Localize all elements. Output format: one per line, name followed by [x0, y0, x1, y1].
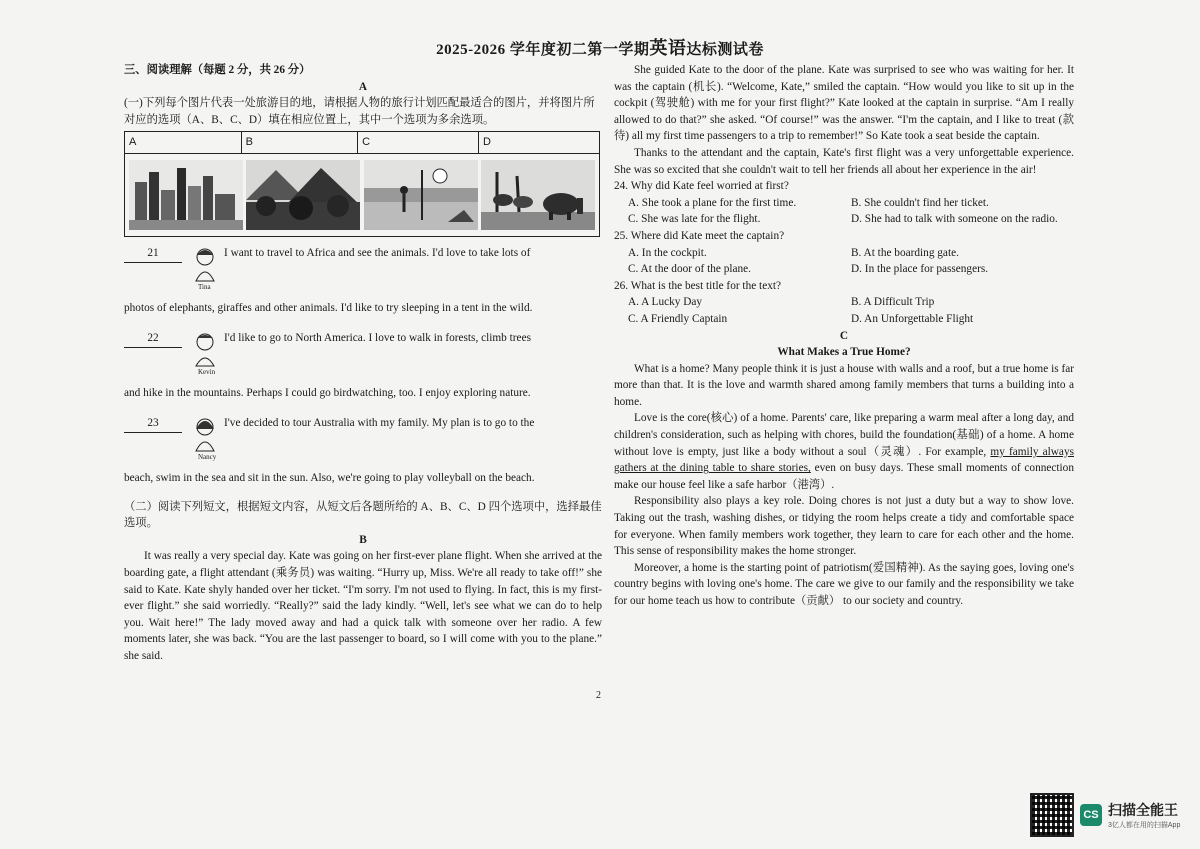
part-c-paragraph-4: Moreover, a home is the starting point of patriotism(爱国精神). As the saying goes, loving one's country begins with loving one's home. The care we give to our family and the responsibility we take for our home teach us how to contribute（贡献） to our society and country. — [614, 561, 1074, 607]
option-a[interactable]: A. A Lucky Day — [628, 296, 703, 309]
right-column — [614, 62, 1074, 610]
answer-blank-21[interactable]: 21 — [124, 245, 182, 263]
question-text: 25. Where did Kate meet the captain? — [614, 229, 785, 242]
part-c-title: What Makes a True Home? — [777, 346, 911, 359]
section-heading: 三、阅读理解（每题 2 分，共 26 分） — [124, 64, 311, 76]
option-d[interactable]: D. She had to talk with someone on the radio. — [851, 213, 1058, 226]
question-text: 24. Why did Kate feel worried at first? — [614, 180, 789, 193]
question-26 — [614, 278, 1074, 328]
option-d[interactable]: D. In the place for passengers. — [851, 263, 989, 276]
answer-blank-22[interactable]: 22 — [124, 330, 182, 348]
person-line1: I want to travel to Africa and see the animals. I'd love to take lots of — [224, 246, 531, 259]
question-text: 26. What is the best title for the text? — [614, 279, 782, 292]
option-c[interactable]: C. At the door of the plane. — [628, 263, 751, 276]
brand-name: 扫描全能王 — [1108, 802, 1178, 818]
part-a-heading: A — [358, 80, 368, 93]
title-post: 达标测试卷 — [686, 42, 764, 58]
left-column — [124, 62, 602, 664]
forest-mountain-image — [246, 160, 360, 230]
qr-code-icon — [1030, 793, 1074, 837]
part-b-paragraph-2: She guided Kate to the door of the plane. Kate was surprised to see who was waiting for her. It was the captain (机长). “Welcome, Kate,” smiled the captain. “How would you like to sit up in the cockpit (驾驶舱) with me for your first flight?” Kate looked at the captain in surprise. “Am I really allowed to do that?” she asked. “Of course!” was the answer. “I'm the captain, and I like to treat (款待) all my first time passengers to a trip to remember!” So Kate took a seat beside the captain. — [614, 64, 1074, 143]
page-number: 2 — [596, 690, 601, 701]
person-line2: and hike in the mountains. Perhaps I could go birdwatching, too. I enjoy exploring nature. — [124, 386, 531, 399]
p2-text-b: even on busy days. These small moments of connection make our house feel like a safe harbor（港湾）. — [614, 462, 1074, 491]
col-b-label: B — [241, 132, 358, 154]
african-animals-image — [481, 160, 595, 230]
person-line1: I'd like to go to North America. I love to walk in forests, climb trees — [224, 332, 531, 345]
brand-subtitle: 3亿人都在用的扫描App — [1108, 822, 1181, 829]
picture-row — [124, 154, 600, 237]
question-24 — [614, 178, 1074, 228]
person-line2: beach, swim in the sea and sit in the sun. Also, we're going to play volleyball on the beach. — [124, 471, 535, 484]
person-name: Nancy — [198, 453, 217, 462]
title-subject: 英语 — [649, 38, 687, 58]
option-b[interactable]: B. At the boarding gate. — [851, 246, 959, 259]
part-c-paragraph-3: Responsibility also plays a key role. Doing chores is not just a duty but a way to show love. Taking out the trash, washing dishes, or tidying the room helps create a tidy and comfortable space for everyone. When family members work together, they learn to care for each other and the home. This sense of responsibility makes the home stronger. — [614, 495, 1074, 558]
person-nancy — [124, 415, 602, 486]
person-line2: photos of elephants, giraffes and other animals. I'd like to try sleeping in a tent in the wild. — [124, 301, 533, 314]
col-c-label: C — [358, 132, 479, 154]
option-c[interactable]: C. She was late for the flight. — [628, 213, 761, 226]
p2-underlined: my family always gathers at the dining table to share stories, — [614, 445, 1074, 475]
part-c-heading: C — [839, 329, 849, 342]
answer-blank-23[interactable]: 23 — [124, 415, 182, 433]
part-c-paragraph-1: What is a home? Many people think it is just a house with walls and a roof, but a true home is far more than that. It is the love and warmth shared among family members that turns a building into a home. — [614, 362, 1074, 408]
person-name: Tina — [198, 282, 211, 291]
col-a-label: A — [125, 132, 242, 154]
scanner-watermark — [1030, 793, 1180, 837]
person-kevin — [124, 330, 602, 401]
person-line1: I've decided to tour Australia with my family. My plan is to go to the — [224, 417, 535, 430]
option-a[interactable]: A. In the cockpit. — [628, 246, 707, 259]
part-a-intro: (一)下列每个图片代表一处旅游目的地，请根据人物的旅行计划匹配最适合的图片，并将图片所对应的选项（A、B、C、D）填在相应位置上，其中一个选项为多余选项。 — [124, 97, 595, 126]
person-tina — [124, 245, 602, 316]
title-pre: 2025-2026 学年度初二第一学期 — [436, 42, 650, 58]
col-d-label: D — [479, 132, 600, 154]
part-b-paragraph-3: Thanks to the attendant and the captain, Kate's first flight was a very unforgettable experience. She was so excited that she couldn't wait to tell her friends all about her experience in the air! — [614, 146, 1074, 176]
picture-table — [124, 131, 600, 154]
part-b-heading: B — [359, 533, 367, 546]
part-b-intro: （二）阅读下列短文，根据短文内容，从短文后各题所给的 A、B、C、D 四个选项中，选择最佳选项。 — [124, 500, 602, 530]
city-skyline-image — [129, 160, 243, 230]
exam-title — [0, 34, 1200, 60]
option-b[interactable]: B. A Difficult Trip — [851, 296, 935, 309]
option-b[interactable]: B. She couldn't find her ticket. — [851, 196, 989, 209]
option-d[interactable]: D. An Unforgettable Flight — [851, 312, 974, 325]
option-a[interactable]: A. She took a plane for the first time. — [628, 196, 797, 209]
option-c[interactable]: C. A Friendly Captain — [628, 312, 728, 325]
p2-text-a: Love is the core(核心) of a home. Parents' care, like preparing a warm meal after a long day, and children's consideration, such as helping with chores, build the foundation(基础) of a home. A home without love is empty, just like a body without a soul（灵魂）. For example, — [614, 412, 1074, 458]
camscanner-logo-icon: CS — [1080, 804, 1102, 826]
part-b-paragraph-1: It was really a very special day. Kate was going on her first-ever plane flight. When she arrived at the boarding gate, a flight attendant (乘务员) was waiting. “Hurry up, Miss. We're all ready to take off!” she said to Kate. Kate shyly handed over her ticket. “I'm sorry. I'm not used to flying. In fact, this is my first-ever flight.” she said worriedly. “Really?” said the lady kindly. “Well, let's see what we can do to help you. Wait here!” The lady moved away and had a quick talk with someone over her radio. A few moments later, she was back. “You are the last passenger to board, so I will come with you to the plane.” she said. — [124, 550, 602, 662]
person-name: Kevin — [198, 368, 216, 377]
part-c-paragraph-2 — [614, 410, 1074, 493]
question-25 — [614, 228, 1074, 278]
beach-volleyball-image — [364, 160, 478, 230]
